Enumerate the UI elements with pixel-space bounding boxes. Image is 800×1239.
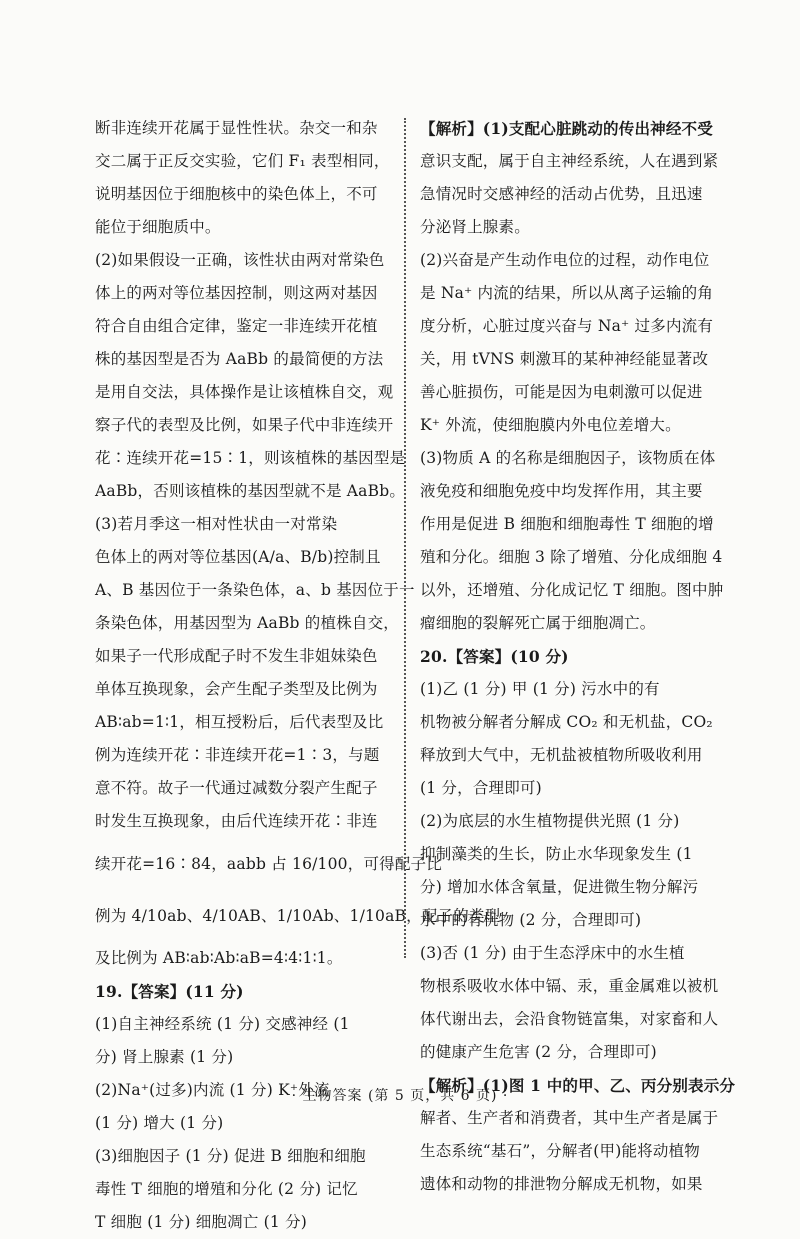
text-line: (1)自主神经系统 (1 分) 交感神经 (1	[95, 1015, 350, 1033]
text-line: 交二属于正反交实验，它们 F₁ 表型相同，	[95, 152, 390, 170]
text-line: 关，用 tVNS 刺激耳的某种神经能显著改	[420, 350, 709, 368]
text-line: 时发生互换现象，由后代连续开花∶非连	[95, 812, 378, 830]
text-line: 例为连续开花∶非连续开花=1∶3，与题	[95, 746, 380, 764]
text-line: 殖和分化。细胞 3 除了增殖、分化成细胞 4	[420, 548, 723, 566]
text-line: 如果子一代形成配子时不发生非姐妹染色	[95, 647, 378, 665]
text-line: 意不符。故子一代通过减数分裂产生配子	[95, 779, 378, 797]
text-line: 毒性 T 细胞的增殖和分化 (2 分) 记忆	[95, 1180, 358, 1198]
text-line: (2)兴奋是产生动作电位的过程，动作电位	[420, 251, 710, 269]
text-line: AaBb，否则该植株的基因型就不是 AaBb。	[95, 482, 406, 500]
text-line: 色体上的两对等位基因(A/a、B/b)控制且	[95, 548, 381, 566]
text-line: 体代谢出去，会沿食物链富集，对家畜和人	[420, 1010, 719, 1028]
text-line: (1)乙 (1 分) 甲 (1 分) 污水中的有	[420, 680, 660, 698]
text-line: 遗体和动物的排泄物分解成无机物，如果	[420, 1175, 703, 1193]
text-line: 意识支配，属于自主神经系统，人在遇到紧	[420, 152, 719, 170]
answer-heading-20: 20.【答案】(10 分)	[420, 647, 569, 666]
text-line: 以外，还增殖、分化成记忆 T 细胞。图中肿	[420, 581, 724, 599]
text-line: AB∶ab=1∶1，相互授粉后，后代表型及比	[95, 713, 384, 731]
text-line: 解者、生产者和消费者，其中生产者是属于	[420, 1109, 719, 1127]
text-line: 能位于细胞质中。	[95, 218, 221, 236]
text-line: 液免疫和细胞免疫中均发挥作用，其主要	[420, 482, 703, 500]
text-line: 机物被分解者分解成 CO₂ 和无机盐，CO₂	[420, 713, 713, 731]
text-line: (3)否 (1 分) 由于生态浮床中的水生植	[420, 944, 685, 962]
text-line: 释放到大气中，无机盐被植物所吸收利用	[420, 746, 703, 764]
text-line: K⁺ 外流，使细胞膜内外电位差增大。	[420, 416, 681, 434]
text-line: (1 分，合理即可)	[420, 779, 542, 797]
analysis-heading: 【解析】(1)图 1 中的甲、乙、丙分别表示分	[420, 1076, 736, 1095]
text-line: 花∶连续开花=15∶1，则该植株的基因型是	[95, 449, 406, 467]
text-line: 作用是促进 B 细胞和细胞毒性 T 细胞的增	[420, 515, 714, 533]
text-line: (3)细胞因子 (1 分) 促进 B 细胞和细胞	[95, 1147, 366, 1165]
text-line: 断非连续开花属于显性性状。杂交一和杂	[95, 119, 378, 137]
text-line: 分泌肾上腺素。	[420, 218, 530, 236]
text-line: 水中的有机物 (2 分，合理即可)	[420, 911, 642, 929]
text-line: 度分析，心脏过度兴奋与 Na⁺ 过多内流有	[420, 317, 714, 335]
text-line: 及比例为 AB∶ab∶Ab∶aB=4∶4∶1∶1。	[95, 949, 343, 967]
text-line: 例为 4/10ab、4/10AB、1/10Ab、1/10aB，配子的类型	[95, 907, 501, 925]
text-line: 善心脏损伤，可能是因为电刺激可以促进	[420, 383, 703, 401]
text-line: 续开花=16∶84，aabb 占 16/100，可得配子比	[95, 855, 442, 873]
text-line: (2)Na⁺(过多)内流 (1 分) K⁺外流	[95, 1081, 330, 1099]
text-line: 体上的两对等位基因控制，则这两对基因	[95, 284, 378, 302]
text-line: (3)若月季这一相对性状由一对常染	[95, 515, 338, 533]
text-line: 条染色体，用基因型为 AaBb 的植株自交，	[95, 614, 400, 632]
text-line: 单体互换现象，会产生配子类型及比例为	[95, 680, 378, 698]
text-line: 符合自由组合定律，鉴定一非连续开花植	[95, 317, 378, 335]
page-footer: · 生物答案 (第 5 页，共 6 页) ·	[291, 1088, 509, 1104]
text-line: (1 分) 增大 (1 分)	[95, 1114, 224, 1132]
text-line: 分) 肾上腺素 (1 分)	[95, 1048, 234, 1066]
text-line: 物根系吸收水体中镉、汞，重金属难以被机	[420, 977, 719, 995]
text-line: 察子代的表型及比例，如果子代中非连续开	[95, 416, 394, 434]
text-line: 的健康产生危害 (2 分，合理即可)	[420, 1043, 657, 1061]
text-line: 急情况时交感神经的活动占优势，且迅速	[420, 185, 703, 203]
text-line: 生态系统“基石”，分解者(甲)能将动植物	[420, 1142, 700, 1160]
text-line: 是用自交法，具体操作是让该植株自交，观	[95, 383, 394, 401]
right-column	[420, 112, 736, 1201]
text-line: 瘤细胞的裂解死亡属于细胞凋亡。	[420, 614, 656, 632]
text-line: 分) 增加水体含氧量，促进微生物分解污	[420, 878, 699, 896]
analysis-heading: 【解析】(1)支配心脏跳动的传出神经不受	[420, 119, 713, 138]
column-divider	[404, 118, 406, 958]
text-line: 抑制藻类的生长，防止水华现象发生 (1	[420, 845, 693, 863]
text-line: A、B 基因位于一条染色体，a、b 基因位于一	[95, 581, 415, 599]
answer-heading-19: 19.【答案】(11 分)	[95, 982, 244, 1001]
text-line: (2)如果假设一正确，该性状由两对常染色	[95, 251, 385, 269]
text-line: 是 Na⁺ 内流的结果，所以从离子运输的角	[420, 284, 714, 302]
text-line: 说明基因位于细胞核中的染色体上，不可	[95, 185, 378, 203]
text-line: (3)物质 A 的名称是细胞因子，该物质在体	[420, 449, 716, 467]
text-line: (2)为底层的水生植物提供光照 (1 分)	[420, 812, 680, 830]
text-line: T 细胞 (1 分) 细胞凋亡 (1 分)	[95, 1213, 308, 1231]
text-line: 株的基因型是否为 AaBb 的最简便的方法	[95, 350, 384, 368]
